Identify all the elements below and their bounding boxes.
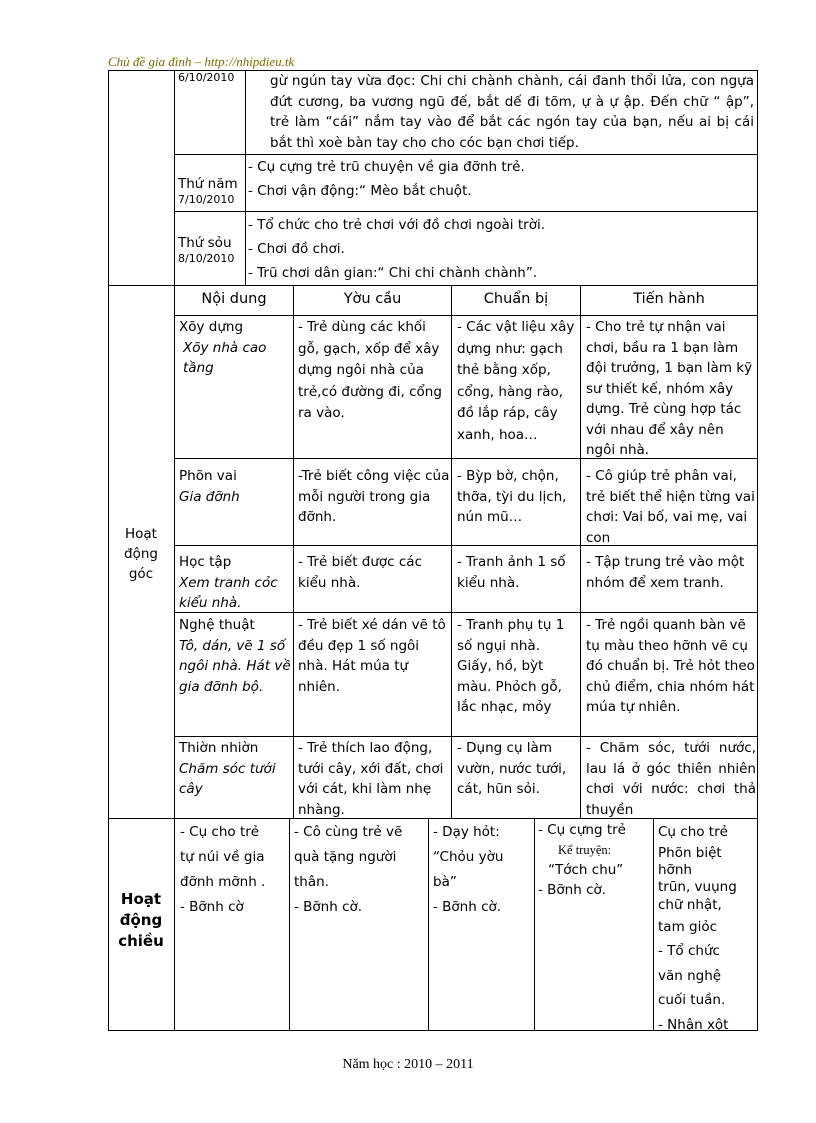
day-3-date: 8/10/2010 xyxy=(178,252,235,265)
day-1-content: gừ ngún tay vừa đọc: Chi chi chành chành, cái đanh thổi lửa, con ngựa đứt cương, ba vương ngũ đế, bắt dế đi tõm, ự à ự ập. Đến chữ “ ập”, trẻ làm “cái” nắm tay vào để bắt các ngón tay của bạn, nếu ai bị cái bắt thì xoè bàn tay cho cho cóc bạn chơi tiếp. xyxy=(270,73,754,151)
afternoon-left-divider xyxy=(174,818,175,1030)
afternoon-col-1-line-3: đỡnh mỡnh . xyxy=(180,874,266,890)
day-row-divider-2 xyxy=(174,211,758,212)
corner-col-divider-3 xyxy=(580,285,581,818)
schedule-table xyxy=(108,70,758,1031)
top-left-divider xyxy=(174,70,175,285)
corner-row-4-req: - Trẻ biết xé dán vẽ tô đều đẹp 1 số ngôi nhà. Hát múa tự nhiên. xyxy=(298,617,446,695)
corner-row-4-proc: - Trẻ ngồi quanh bàn vẽ tụ màu theo hỡnh vẽ cụ đó chuẩn bị. Trẻ hỏt theo chủ điểm, chia nhóm hát múa tự nhiên. xyxy=(586,617,755,715)
afternoon-col-5 xyxy=(658,820,757,1037)
afternoon-col-5-line-9: - Nhận xột xyxy=(658,1016,729,1033)
afternoon-col-4-line-2: Kể truyện: xyxy=(558,843,612,857)
afternoon-col-1-line-4: - Bỡnh cờ xyxy=(180,899,244,915)
corner-row-1-title: Xõy dựng xyxy=(179,319,244,335)
afternoon-col-2-line-1: - Cô cùng trẻ vẽ xyxy=(294,824,403,840)
corner-row-2-topic: Gia đỡnh xyxy=(179,488,240,505)
afternoon-col-divider-4 xyxy=(653,818,654,1030)
corner-row-5-topic: Chăm sóc tưới cây xyxy=(179,760,276,797)
corner-row-3-req: - Trẻ biết được các kiểu nhà. xyxy=(298,554,422,591)
afternoon-col-5-line-2: Phõn biệt hỡnh xyxy=(658,844,722,878)
afternoon-col-4-line-4: - Bỡnh cờ. xyxy=(538,882,607,898)
afternoon-col-1-line-2: tự núi về gia xyxy=(180,849,265,865)
afternoon-col-5-line-7: văn nghệ xyxy=(658,967,722,984)
section-divider-afternoon xyxy=(108,818,758,819)
corner-row-5-req: - Trẻ thích lao động, tưới cây, xới đất, chơi với cát, khi làm nhẹ nhàng. xyxy=(298,740,444,817)
afternoon-col-5-line-5: tam giỏc xyxy=(658,918,718,935)
header-content: Nội dung xyxy=(201,291,267,307)
corner-row-4-topic: Tô, dán, vẽ 1 số ngôi nhà. Hát về gia đỡnh bộ. xyxy=(179,637,291,695)
day-2-cell xyxy=(178,175,246,207)
day-2-line-2: - Chơi vận động:“ Mèo bắt chuột. xyxy=(248,183,472,199)
afternoon-col-3 xyxy=(433,820,533,920)
corner-row-2-prep: - Bỳp bờ, chộn, thỡa, tỳi du lịch, nún mũ… xyxy=(457,468,567,525)
corner-row-1-name xyxy=(179,317,291,379)
afternoon-col-3-line-3: bà” xyxy=(433,874,457,890)
day-2-line-1: - Cụ cựng trẻ trũ chuyện về gia đỡnh trẻ. xyxy=(248,159,525,175)
corner-row-4-title: Nghệ thuật xyxy=(179,617,255,633)
table-border-left xyxy=(108,70,109,1031)
afternoon-col-5-line-3: trũn, vuụng xyxy=(658,878,737,895)
corner-row-5-proc: - Chăm sóc, tưới nước, lau lá ở góc thiên nhiên chơi với nước: chơi thả thuyền xyxy=(586,740,756,817)
corner-row-1-req: - Trẻ dùng các khối gỗ, gạch, xốp để xây dựng ngôi nhà của trẻ,có đường đi, cổng ra vào. xyxy=(298,319,442,421)
corner-row-4-prep: - Tranh phụ tụ 1 số ngụi nhà. Giấy, hồ, bỳt màu. Phỏch gỗ, lắc nhạc, mỏy xyxy=(457,617,565,715)
afternoon-col-1-line-1: - Cụ cho trẻ xyxy=(180,824,260,840)
corner-section-label: Hoạt động góc xyxy=(124,526,158,582)
day-3-content xyxy=(248,213,753,285)
afternoon-col-5-line-1: Cụ cho trẻ xyxy=(658,824,728,840)
corner-col-divider-1 xyxy=(293,285,294,818)
page-footer: Năm học : 2010 – 2011 xyxy=(342,1057,474,1072)
day-3-cell xyxy=(178,234,246,266)
day-2-date: 7/10/2010 xyxy=(178,193,235,206)
corner-row-2-title: Phõn vai xyxy=(179,468,237,484)
header-requirement: Yờu cầu xyxy=(343,291,402,307)
afternoon-col-5-line-8: cuối tuần. xyxy=(658,992,726,1008)
section-divider-corner xyxy=(108,285,758,286)
corner-left-divider xyxy=(174,285,175,818)
afternoon-section-label: Hoạt động chiều xyxy=(118,890,164,950)
corner-row-3-prep: - Tranh ảnh 1 số kiểu nhà. xyxy=(457,554,566,591)
corner-row-3-proc: - Tập trung trẻ vào một nhóm để xem tranh. xyxy=(586,554,745,591)
day-2-name: Thứ năm xyxy=(178,176,238,192)
corner-row-divider-4 xyxy=(174,736,758,737)
header-procedure: Tiến hành xyxy=(633,291,705,307)
day-3-line-2: - Chơi đồ chơi. xyxy=(248,241,345,257)
day-2-content xyxy=(248,155,753,203)
afternoon-col-4 xyxy=(538,820,652,900)
corner-row-1-prep: - Các vật liệu xây dựng như: gạch thẻ bằng xốp, cổng, hàng rào, đồ lắp ráp, cây xanh, hoa… xyxy=(457,319,575,443)
day-1-cell xyxy=(178,71,244,85)
table-border-right xyxy=(757,70,758,1031)
page-header: Chủ đề gia đình – http://nhipdieu.tk xyxy=(108,54,295,69)
day-3-line-3: - Trũ chơi dân gian:“ Chi chi chành chành”. xyxy=(248,265,538,281)
corner-row-2-proc: - Cô giúp trẻ phân vai, trẻ biết thể hiện từng vai chơi: Vai bố, vai mẹ, vai con xyxy=(586,468,755,546)
corner-row-1-topic: Xõy nhà cao tầng xyxy=(183,339,267,376)
corner-header-divider xyxy=(174,315,758,316)
afternoon-col-4-line-1: - Cụ cựng trẻ xyxy=(538,822,626,838)
afternoon-col-divider-3 xyxy=(534,818,535,1030)
afternoon-col-5-line-4: chữ nhật, xyxy=(658,896,722,913)
corner-row-5-name xyxy=(179,738,291,800)
corner-row-4-name xyxy=(179,615,291,697)
corner-row-5-prep: - Dụng cụ làm vườn, nước tưới, cát, hũn sỏi. xyxy=(457,740,567,797)
afternoon-col-2 xyxy=(294,820,426,920)
corner-row-2-name xyxy=(179,466,291,507)
afternoon-col-1 xyxy=(180,820,288,920)
corner-row-3-topic: Xem tranh cỏc kiểu nhà. xyxy=(179,574,278,611)
afternoon-col-3-line-1: - Dạy hỏt: xyxy=(433,824,500,840)
corner-col-divider-2 xyxy=(451,285,452,818)
corner-row-1-proc: - Cho trẻ tự nhận vai chơi, bầu ra 1 bạn làm đội trưởng, 1 bạn làm kỹ sư thiết kế, nhóm xây dựng. Trẻ cùng hợp tác với nhau để xây nên ngôi nhà. xyxy=(586,319,753,458)
afternoon-col-5-line-6: - Tổ chức xyxy=(658,943,720,959)
header-preparation: Chuẩn bị xyxy=(483,291,549,307)
afternoon-col-divider-2 xyxy=(428,818,429,1030)
day-3-line-1: - Tổ chức cho trẻ chơi với đồ chơi ngoài trời. xyxy=(248,217,545,233)
afternoon-col-2-line-2: quà tặng người xyxy=(294,849,397,865)
afternoon-col-2-line-4: - Bỡnh cờ. xyxy=(294,899,363,915)
corner-row-3-name xyxy=(179,552,291,614)
corner-row-5-title: Thiờn nhiờn xyxy=(179,740,259,756)
day-3-name: Thứ sỏu xyxy=(178,235,232,251)
day-1-date: 6/10/2010 xyxy=(178,71,235,84)
corner-row-3-title: Học tập xyxy=(179,554,232,570)
afternoon-col-2-line-3: thân. xyxy=(294,874,329,890)
corner-row-2-req: -Trẻ biết công việc của mỗi người trong gia đỡnh. xyxy=(298,468,450,525)
afternoon-col-3-line-2: “Chỏu yờu xyxy=(433,849,504,865)
afternoon-col-divider-1 xyxy=(289,818,290,1030)
afternoon-col-3-line-4: - Bỡnh cờ. xyxy=(433,899,502,915)
afternoon-col-4-line-3: “Tớch chu” xyxy=(548,862,624,878)
